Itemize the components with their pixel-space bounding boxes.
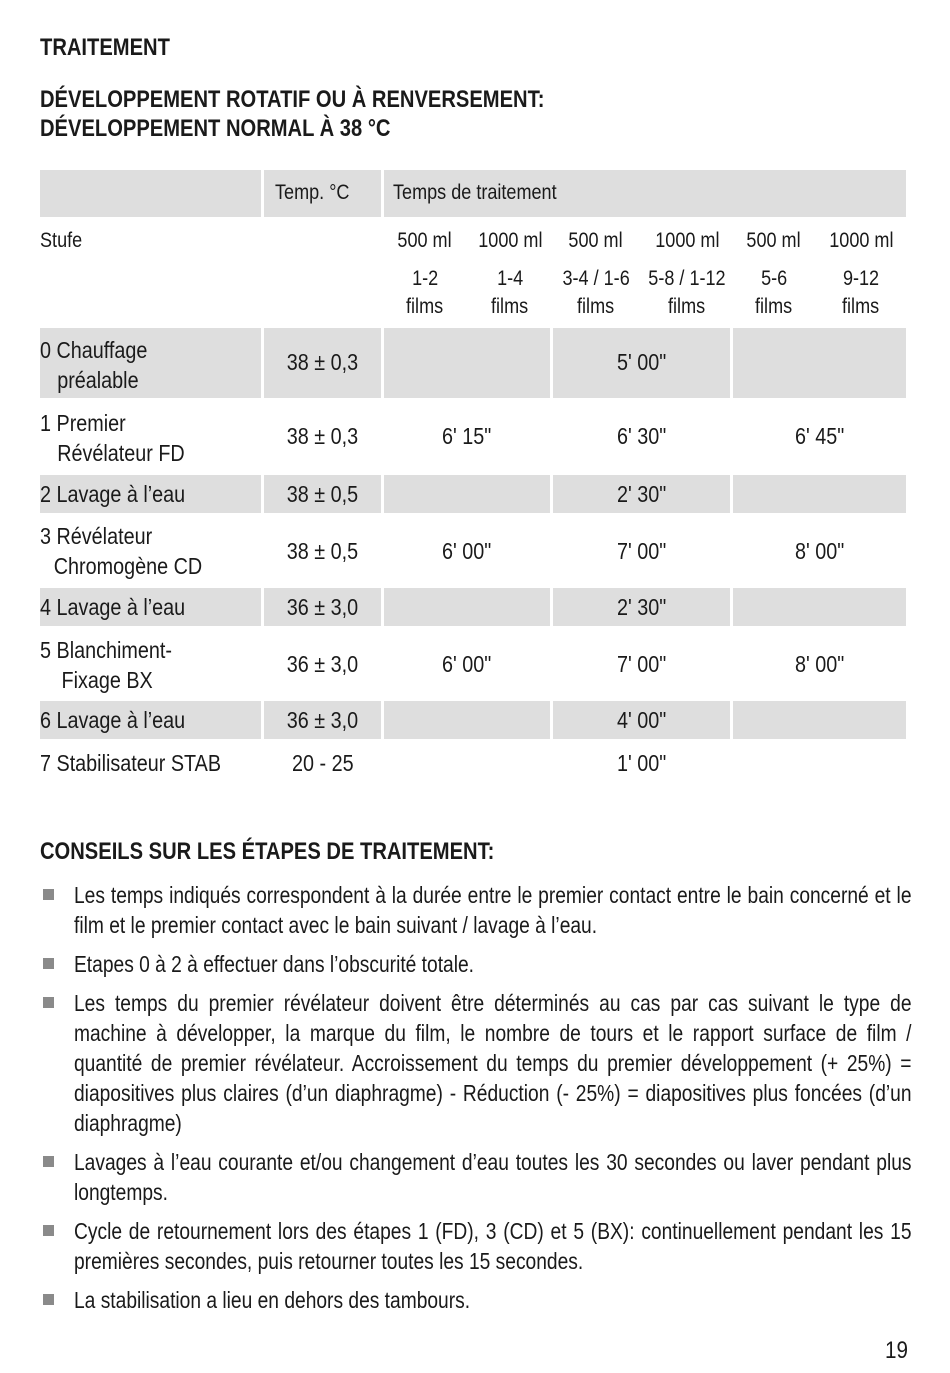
row-2-band-a <box>384 475 550 513</box>
row-6-band-c <box>733 701 906 739</box>
row-1-step: 1 Premier Révélateur FD <box>40 410 185 466</box>
row-5-step: 5 Blanchiment- Fixage BX <box>40 637 172 693</box>
page-number: 19 <box>885 1337 909 1364</box>
page-title: TRAITEMENT <box>40 34 170 61</box>
square-bullet-icon <box>43 997 54 1008</box>
row-5-time-b: 7' 00" <box>616 651 667 677</box>
row-2-step: 2 Lavage à l’eau <box>40 481 186 507</box>
row-0-temp: 38 ± 0,3 <box>286 349 359 375</box>
row-0-time: 5' 00" <box>616 349 667 375</box>
row-3-time-c: 8' 00" <box>794 538 845 564</box>
row-5-temp: 36 ± 3,0 <box>286 651 359 677</box>
tip-item: La stabilisation a lieu en dehors des tambours. <box>40 1285 912 1315</box>
films-1: 1-2 films <box>406 267 444 318</box>
row-6-time: 4' 00" <box>616 707 667 733</box>
tip-item: Lavages à l’eau courante et/ou changement d’eau toutes les 30 secondes ou laver pendant plus longtemps. <box>40 1147 912 1207</box>
row-7-step: 7 Stabilisateur STAB <box>40 750 222 776</box>
row-3-time-a: 6' 00" <box>442 538 492 564</box>
tips-title: CONSEILS SUR LES ÉTAPES DE TRAITEMENT: <box>40 838 495 865</box>
row-3-time-b: 7' 00" <box>616 538 667 564</box>
header-band-stufe <box>40 170 261 217</box>
row-1-temp: 38 ± 0,3 <box>286 423 359 449</box>
row-7-time: 1' 00" <box>616 750 667 776</box>
square-bullet-icon <box>43 889 54 900</box>
row-2-time: 2' 30" <box>616 481 667 507</box>
volume-6: 1000 ml <box>828 229 894 252</box>
films-6: 9-12 films <box>842 267 880 318</box>
square-bullet-icon <box>43 958 54 969</box>
tip-item: Les temps indiqués correspondent à la durée entre le premier contact entre le bain concerné et le film et le premier contact avec le bain suivant / lavage à l’eau. <box>40 880 912 940</box>
row-1-time-b: 6' 30" <box>616 423 667 449</box>
tips-list <box>40 880 912 1324</box>
processing-table <box>40 170 906 790</box>
header-processing-time: Temps de traitement <box>393 181 557 204</box>
row-4-band-c <box>733 588 906 626</box>
volume-2: 1000 ml <box>477 229 543 252</box>
films-2: 1-4 films <box>491 267 529 318</box>
films-5: 5-6 films <box>755 267 793 318</box>
row-3-step: 3 Révélateur Chromogène CD <box>40 523 203 579</box>
volume-5: 500 ml <box>746 229 802 252</box>
row-6-band-a <box>384 701 550 739</box>
row-0-band-c <box>733 328 906 398</box>
row-6-temp: 36 ± 3,0 <box>286 707 359 733</box>
tip-item: Etapes 0 à 2 à effectuer dans l’obscurité totale. <box>40 949 912 979</box>
row-4-step: 4 Lavage à l’eau <box>40 594 186 620</box>
row-6-step: 6 Lavage à l’eau <box>40 707 186 733</box>
row-5-time-a: 6' 00" <box>442 651 492 677</box>
volume-3: 500 ml <box>568 229 624 252</box>
tip-item: Cycle de retournement lors des étapes 1 (FD), 3 (CD) et 5 (BX): continuellement pendant les 15 premières secondes, puis retourner toutes les 15 secondes. <box>40 1216 912 1276</box>
row-2-temp: 38 ± 0,5 <box>286 481 359 507</box>
row-0-band-a <box>384 328 550 398</box>
row-1-time-c: 6' 45" <box>794 423 845 449</box>
row-3-temp: 38 ± 0,5 <box>286 538 359 564</box>
row-7-temp: 20 - 25 <box>291 750 354 776</box>
row-0-step: 0 Chauffage préalable <box>40 337 148 393</box>
square-bullet-icon <box>43 1225 54 1236</box>
films-4: 5-8 / 1-12 films <box>648 267 726 318</box>
section-subtitle-1: DÉVELOPPEMENT ROTATIF OU À RENVERSEMENT: <box>40 86 545 113</box>
volume-1: 500 ml <box>397 229 453 252</box>
square-bullet-icon <box>43 1156 54 1167</box>
section-subtitle-2: DÉVELOPPEMENT NORMAL À 38 °C <box>40 115 391 142</box>
row-2-band-c <box>733 475 906 513</box>
row-4-band-a <box>384 588 550 626</box>
square-bullet-icon <box>43 1294 54 1305</box>
row-4-time: 2' 30" <box>616 594 667 620</box>
films-3: 3-4 / 1-6 films <box>562 267 630 318</box>
volume-4: 1000 ml <box>654 229 720 252</box>
row-1-time-a: 6' 15" <box>442 423 492 449</box>
row-4-temp: 36 ± 3,0 <box>286 594 359 620</box>
row-5-time-c: 8' 00" <box>794 651 845 677</box>
stufe-label: Stufe <box>40 229 83 252</box>
tip-item: Les temps du premier révélateur doivent être déterminés au cas par cas suivant le type de machine à développer, la marque du film, le nombre de tours et le rapport surface de film / quantité de premier révélateur. Accroissement du temps du premier développement (+ 25%) = diapositives plus claires (d’un diaphragme) - Réduction (- 25%) = diapositives plus foncées (d’un diaphragme) <box>40 988 912 1138</box>
header-temp: Temp. °C <box>275 181 350 204</box>
